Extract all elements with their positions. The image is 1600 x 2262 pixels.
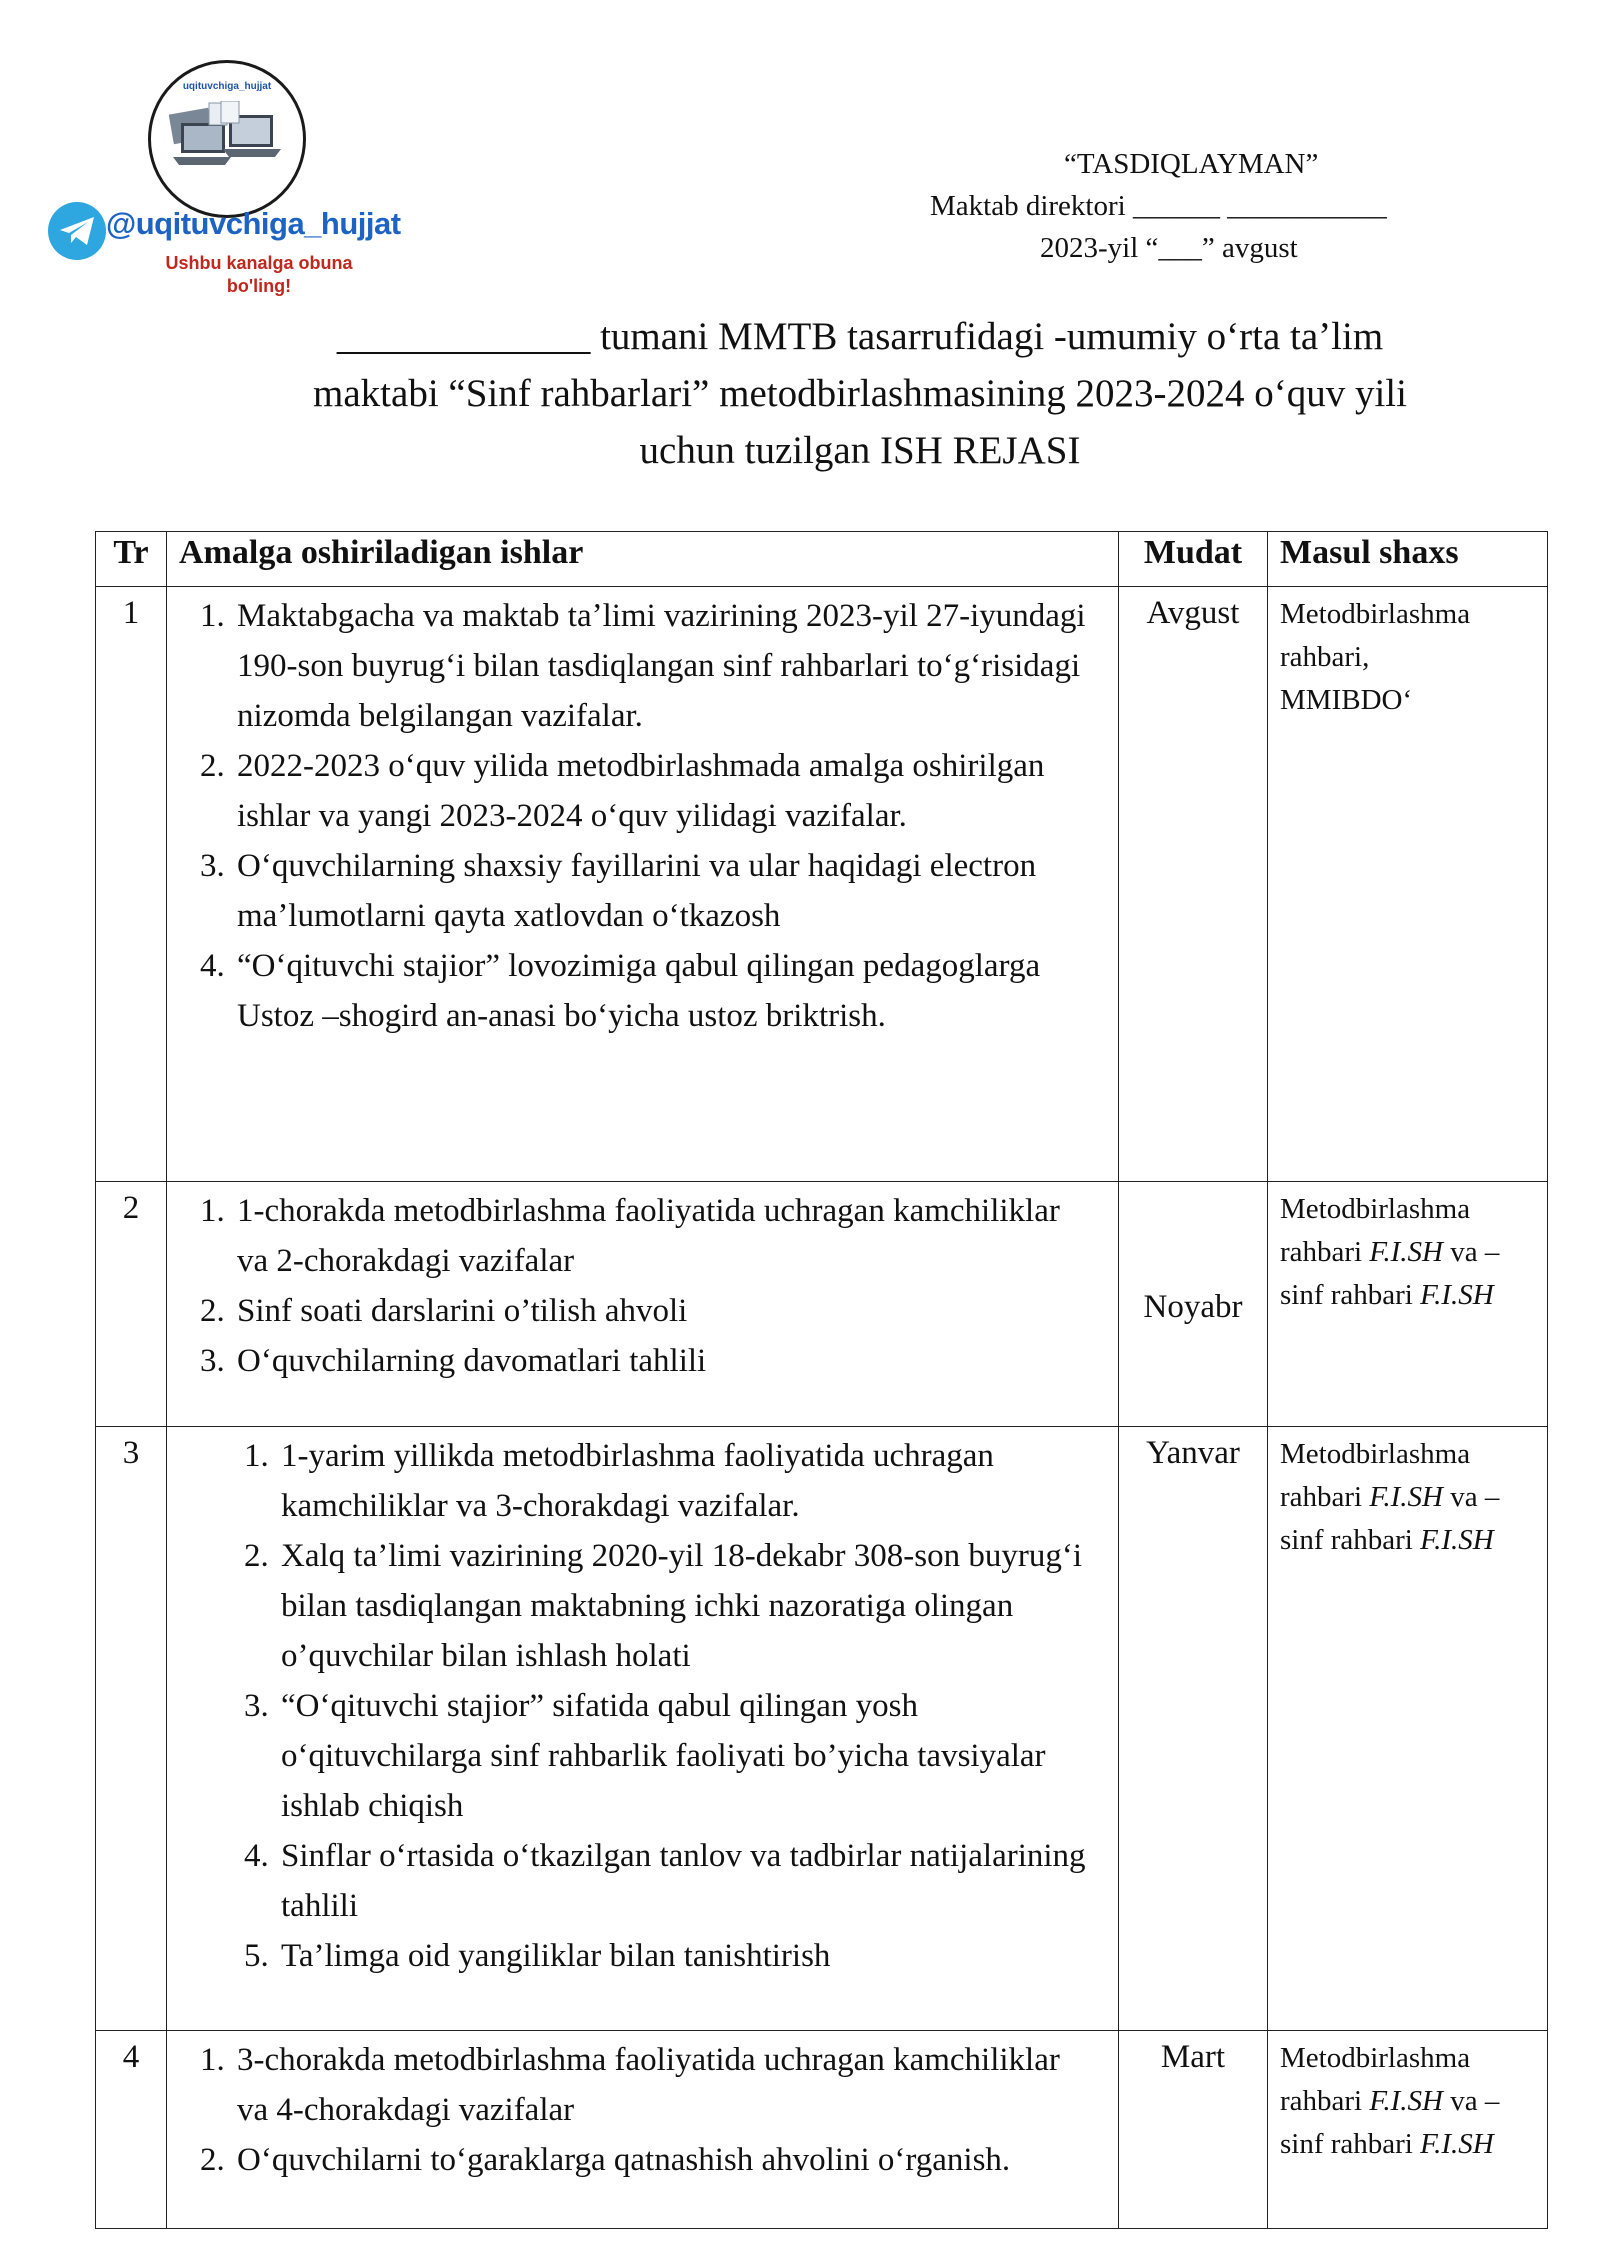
list-item: 4. Sinflar oʻrtasida oʻtkazilgan tanlov va tadbirlar natijalarining tahlili — [277, 1831, 1098, 1931]
telegram-icon — [48, 202, 106, 260]
document-title — [180, 308, 1540, 479]
title-line-3: uchun tuzilgan ISH REJASI — [639, 429, 1081, 472]
responsible-text: va –sinf rahbari — [1280, 1481, 1500, 1556]
activities-cell — [167, 2031, 1119, 2229]
responsible-name: F.I.SH — [1369, 2085, 1443, 2117]
responsible-name: F.I.SH — [1420, 1524, 1494, 1556]
title-line-1: _____________ tumani MMTB tasarrufidagi -umumiy oʻrta taʼlim — [336, 315, 1384, 358]
list-item: 2. Xalq ta’limi vazirining 2020-yil 18-dekabr 308-son buyrugʻi bilan tasdiqlangan maktabning ichki nazoratiga olingan o’quvchilar bilan ishlash holati — [277, 1531, 1098, 1681]
list-item: 1. Maktabgacha va maktab taʼlimi vazirining 2023-yil 27-iyundagi 190-son buyrugʻi bilan tasdiqlangan sinf rahbarlari toʻgʻrisidagi nizomda belgilangan vazifalar. — [233, 591, 1098, 741]
header-number: Tr — [96, 532, 167, 587]
activities-list — [181, 1431, 1098, 1981]
responsible-cell — [1268, 587, 1548, 1182]
row-number: 3 — [96, 1427, 167, 2031]
responsible-name: F.I.SH — [1420, 2128, 1494, 2160]
approval-director-line: Maktab direktori ______ ___________ — [930, 190, 1387, 222]
activities-cell — [167, 587, 1119, 1182]
activities-cell — [167, 1182, 1119, 1427]
table-row — [96, 587, 1548, 1182]
logo-badge — [148, 60, 306, 218]
responsible-cell — [1268, 1427, 1548, 2031]
channel-handle: @uqituvchiga_hujjat — [106, 206, 401, 241]
header-activities: Amalga oshiriladigan ishlar — [167, 532, 1119, 587]
subscribe-line-2: bo'ling! — [226, 276, 292, 296]
channel-logo — [48, 60, 448, 300]
responsible-text: va –sinf rahbari — [1280, 1236, 1500, 1311]
row-number: 2 — [96, 1182, 167, 1427]
responsible-text: Metodbirlashma rahbari — [1280, 1193, 1471, 1268]
list-item: 1. 1-chorakda metodbirlashma faoliyatida uchragan kamchiliklar va 2-chorakdagi vazifalar — [233, 1186, 1098, 1286]
list-item: 1. 3-chorakda metodbirlashma faoliyatida uchragan kamchiliklar va 4-chorakdagi vazifalar — [233, 2035, 1098, 2135]
responsible-cell — [1268, 1182, 1548, 1427]
list-item: 3. Oʻquvchilarning davomatlari tahlili — [233, 1336, 1098, 1386]
table-row — [96, 1182, 1548, 1427]
table-header-row — [96, 532, 1548, 587]
responsible-text: MMIBDOʻ — [1280, 684, 1413, 716]
approval-heading: “TASDIQLAYMAN” — [1064, 148, 1319, 180]
title-line-2: maktabi “Sinf rahbarlari” metodbirlashmasining 2023-2024 oʻquv yili — [313, 372, 1407, 415]
responsible-text: va –sinf rahbari — [1280, 2085, 1500, 2160]
subscribe-note — [144, 252, 374, 298]
approval-block — [930, 143, 1540, 269]
table-row — [96, 1427, 1548, 2031]
header-responsible: Masul shaxs — [1268, 532, 1548, 587]
responsible-text: Metodbirlashma rahbari, — [1280, 598, 1471, 673]
list-item: 2. Oʻquvchilarni toʻgaraklarga qatnashish ahvolini oʻrganish. — [233, 2135, 1098, 2185]
list-item: 1. 1-yarim yillikda metodbirlashma faoliyatida uchragan kamchiliklar va 3-chorakdagi vazifalar. — [277, 1431, 1098, 1531]
responsible-text: Metodbirlashma rahbari — [1280, 1438, 1471, 1513]
deadline-cell: Noyabr — [1119, 1182, 1268, 1427]
approval-date-line: 2023-yil “___” avgust — [1040, 232, 1298, 264]
list-item: 3. Oʻquvchilarning shaxsiy fayillarini va ular haqidagi electron maʼlumotlarni qayta xatlovdan oʻtkazosh — [233, 841, 1098, 941]
row-number: 1 — [96, 587, 167, 1182]
responsible-name: F.I.SH — [1369, 1481, 1443, 1513]
responsible-cell — [1268, 2031, 1548, 2229]
row-number: 4 — [96, 2031, 167, 2229]
list-item: 2. 2022-2023 oʻquv yilida metodbirlashmada amalga oshirilgan ishlar va yangi 2023-2024 oʻquv yilidagi vazifalar. — [233, 741, 1098, 841]
header-deadline: Mudat — [1119, 532, 1268, 587]
table-row — [96, 2031, 1548, 2229]
list-item: 5. Ta’limga oid yangiliklar bilan tanishtirish — [277, 1931, 1098, 1981]
deadline-cell: Yanvar — [1119, 1427, 1268, 2031]
list-item: 4. “Oʻqituvchi stajior” lovozimiga qabul qilingan pedagoglarga Ustoz –shogird an-anasi boʻyicha ustoz briktrish. — [233, 941, 1098, 1041]
list-item: 3. “Oʻqituvchi stajior” sifatida qabul qilingan yosh oʻqituvchilarga sinf rahbarlik faoliyati bo’yicha tavsiyalar ishlab chiqish — [277, 1681, 1098, 1831]
subscribe-line-1: Ushbu kanalga obuna — [165, 253, 353, 273]
list-item: 2. Sinf soati darslarini o’tilish ahvoli — [233, 1286, 1098, 1336]
deadline-cell: Avgust — [1119, 587, 1268, 1182]
activities-list — [181, 1186, 1098, 1386]
activities-cell — [167, 1427, 1119, 2031]
responsible-text: Metodbirlashma rahbari — [1280, 2042, 1471, 2117]
work-plan-table — [95, 531, 1548, 2229]
laptop-icon — [169, 101, 285, 191]
activities-list — [181, 2035, 1098, 2185]
responsible-name: F.I.SH — [1420, 1279, 1494, 1311]
logo-top-text: uqituvchiga_hujjat — [182, 81, 272, 92]
activities-list — [181, 591, 1098, 1041]
deadline-cell: Mart — [1119, 2031, 1268, 2229]
responsible-name: F.I.SH — [1369, 1236, 1443, 1268]
